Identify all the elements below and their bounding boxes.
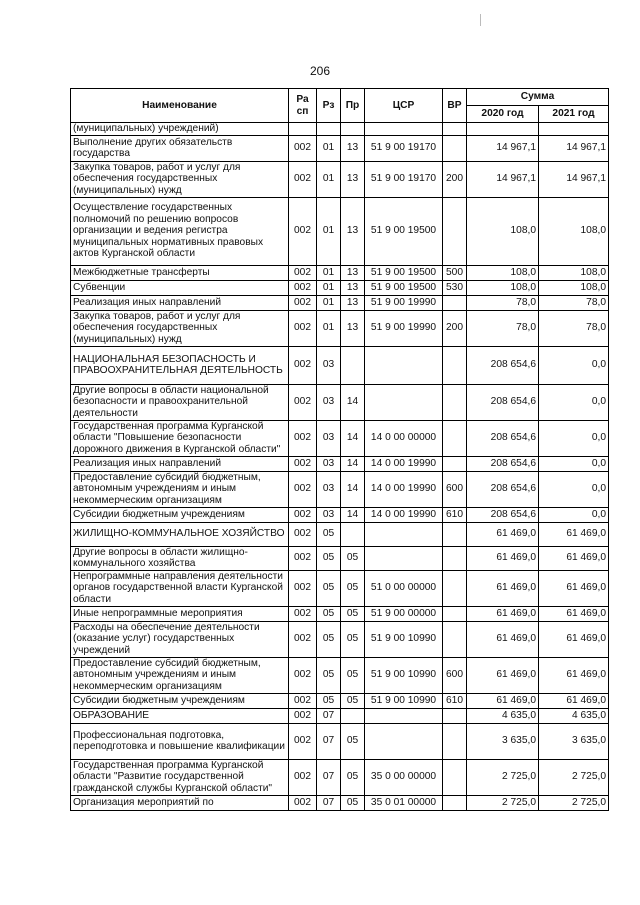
cell-name: Другие вопросы в области жилищно-коммунального хозяйства xyxy=(71,546,289,570)
cell-csr: 35 0 01 00000 xyxy=(365,795,443,810)
cell-pr: 13 xyxy=(341,135,365,161)
cell-pr: 13 xyxy=(341,310,365,346)
cell-name: ОБРАЗОВАНИЕ xyxy=(71,708,289,723)
cell-pr: 05 xyxy=(341,621,365,657)
table-row xyxy=(71,310,609,346)
cell-vr xyxy=(443,708,467,723)
cell-pr: 05 xyxy=(341,606,365,621)
table-body xyxy=(71,123,609,811)
cell-pr: 05 xyxy=(341,693,365,708)
cell-csr: 51 9 00 19500 xyxy=(365,197,443,265)
cell-rz: 01 xyxy=(317,265,341,280)
header-vr: ВР xyxy=(443,89,467,123)
cell-pr: 05 xyxy=(341,546,365,570)
table-row xyxy=(71,546,609,570)
cell-pr: 05 xyxy=(341,570,365,606)
cell-name: ЖИЛИЩНО-КОММУНАЛЬНОЕ ХОЗЯЙСТВО xyxy=(71,522,289,546)
cell-csr xyxy=(365,522,443,546)
cell-vr xyxy=(443,135,467,161)
cell-sum-2020: 61 469,0 xyxy=(467,606,539,621)
cell-vr: 530 xyxy=(443,280,467,295)
cell-vr: 200 xyxy=(443,310,467,346)
cell-name: Выполнение других обязательств государства xyxy=(71,135,289,161)
cell-rasp: 002 xyxy=(289,621,317,657)
cell-csr xyxy=(365,723,443,759)
cell-rasp: 002 xyxy=(289,197,317,265)
cell-sum-2021: 0,0 xyxy=(539,471,609,507)
cell-name: Государственная программа Курганской области "Развитие государственной гражданской службы Курганской области" xyxy=(71,759,289,795)
cell-rz: 03 xyxy=(317,471,341,507)
cell-pr: 13 xyxy=(341,280,365,295)
cell-sum-2021: 108,0 xyxy=(539,265,609,280)
cell-sum-2020: 14 967,1 xyxy=(467,161,539,197)
cell-csr xyxy=(365,708,443,723)
cell-sum-2021: 78,0 xyxy=(539,310,609,346)
cell-csr xyxy=(365,384,443,420)
cell-sum-2020: 61 469,0 xyxy=(467,570,539,606)
cell-rasp: 002 xyxy=(289,295,317,310)
header-sum: Сумма xyxy=(467,89,609,106)
cell-sum-2021: 0,0 xyxy=(539,456,609,471)
cell-rz: 05 xyxy=(317,657,341,693)
cell-vr xyxy=(443,606,467,621)
cell-name: Субсидии бюджетным учреждениям xyxy=(71,507,289,522)
cell-rasp: 002 xyxy=(289,522,317,546)
cell-name: Межбюджетные трансферты xyxy=(71,265,289,280)
cell-sum-2021: 14 967,1 xyxy=(539,161,609,197)
cell-sum-2020: 2 725,0 xyxy=(467,795,539,810)
cell-pr xyxy=(341,346,365,384)
cell-rz: 01 xyxy=(317,197,341,265)
cell-name: Другие вопросы в области национальной безопасности и правоохранительной деятельности xyxy=(71,384,289,420)
cell-sum-2021: 61 469,0 xyxy=(539,693,609,708)
cell-vr: 500 xyxy=(443,265,467,280)
table-row xyxy=(71,123,609,136)
cell-sum-2021: 61 469,0 xyxy=(539,522,609,546)
cell-pr: 05 xyxy=(341,723,365,759)
cell-sum-2021: 108,0 xyxy=(539,197,609,265)
cell-name: Осуществление государственных полномочий по решению вопросов организации и ведения регистра муниципальных нормативных правовых актов Курганской области xyxy=(71,197,289,265)
table-row xyxy=(71,522,609,546)
cell-pr xyxy=(341,123,365,136)
cell-sum-2021: 0,0 xyxy=(539,384,609,420)
cell-vr xyxy=(443,759,467,795)
cell-vr xyxy=(443,346,467,384)
cell-csr: 51 9 00 19990 xyxy=(365,295,443,310)
cell-rz: 07 xyxy=(317,708,341,723)
cell-sum-2021: 0,0 xyxy=(539,346,609,384)
cell-csr: 51 9 00 19500 xyxy=(365,280,443,295)
cell-rasp: 002 xyxy=(289,265,317,280)
cell-sum-2020: 108,0 xyxy=(467,280,539,295)
cell-sum-2021 xyxy=(539,123,609,136)
cell-sum-2021: 2 725,0 xyxy=(539,795,609,810)
cell-rz: 01 xyxy=(317,135,341,161)
cell-vr xyxy=(443,723,467,759)
cell-rz: 07 xyxy=(317,759,341,795)
cell-pr xyxy=(341,522,365,546)
cell-csr: 51 9 00 19990 xyxy=(365,310,443,346)
cell-name: Непрограммные направления деятельности органов государственной власти Курганской области xyxy=(71,570,289,606)
table-row xyxy=(71,657,609,693)
cell-rasp: 002 xyxy=(289,723,317,759)
cell-rasp: 002 xyxy=(289,310,317,346)
header-year-2020: 2020 год xyxy=(467,106,539,123)
cell-pr xyxy=(341,708,365,723)
cell-sum-2021: 78,0 xyxy=(539,295,609,310)
cell-rz: 03 xyxy=(317,384,341,420)
cell-csr: 51 0 00 00000 xyxy=(365,570,443,606)
cell-rz: 03 xyxy=(317,507,341,522)
cell-rasp: 002 xyxy=(289,708,317,723)
cell-sum-2020: 61 469,0 xyxy=(467,657,539,693)
cell-sum-2020: 208 654,6 xyxy=(467,384,539,420)
table-row xyxy=(71,420,609,456)
cell-sum-2020: 208 654,6 xyxy=(467,420,539,456)
cell-csr xyxy=(365,123,443,136)
cell-rasp: 002 xyxy=(289,346,317,384)
cell-rz: 07 xyxy=(317,795,341,810)
cell-vr xyxy=(443,621,467,657)
cell-sum-2020: 2 725,0 xyxy=(467,759,539,795)
cell-csr: 51 9 00 00000 xyxy=(365,606,443,621)
cell-rasp: 002 xyxy=(289,570,317,606)
cell-csr: 14 0 00 19990 xyxy=(365,471,443,507)
cell-rasp: 002 xyxy=(289,384,317,420)
cell-pr: 14 xyxy=(341,420,365,456)
cell-rz: 03 xyxy=(317,346,341,384)
cell-sum-2020: 61 469,0 xyxy=(467,693,539,708)
table-row xyxy=(71,795,609,810)
cell-pr: 13 xyxy=(341,295,365,310)
cell-csr: 35 0 00 00000 xyxy=(365,759,443,795)
cell-vr: 610 xyxy=(443,507,467,522)
cell-rz: 03 xyxy=(317,456,341,471)
cell-rasp: 002 xyxy=(289,606,317,621)
cell-rz: 01 xyxy=(317,310,341,346)
cell-name: Закупка товаров, работ и услуг для обеспечения государственных (муниципальных) нужд xyxy=(71,161,289,197)
table-row xyxy=(71,346,609,384)
cell-sum-2020: 208 654,6 xyxy=(467,507,539,522)
cell-vr xyxy=(443,384,467,420)
table-row xyxy=(71,606,609,621)
cell-csr: 51 9 00 19500 xyxy=(365,265,443,280)
cell-sum-2020: 208 654,6 xyxy=(467,456,539,471)
table-row xyxy=(71,456,609,471)
cell-vr xyxy=(443,456,467,471)
cell-vr: 600 xyxy=(443,471,467,507)
cell-rasp: 002 xyxy=(289,795,317,810)
cell-sum-2020: 61 469,0 xyxy=(467,621,539,657)
cell-rasp: 002 xyxy=(289,693,317,708)
cell-csr xyxy=(365,346,443,384)
cell-vr xyxy=(443,420,467,456)
cell-rasp: 002 xyxy=(289,657,317,693)
cell-sum-2021: 2 725,0 xyxy=(539,759,609,795)
cell-sum-2021: 61 469,0 xyxy=(539,570,609,606)
cell-sum-2020 xyxy=(467,123,539,136)
cell-sum-2021: 14 967,1 xyxy=(539,135,609,161)
cell-rasp: 002 xyxy=(289,759,317,795)
cell-vr xyxy=(443,795,467,810)
cell-vr: 610 xyxy=(443,693,467,708)
cell-rz: 01 xyxy=(317,280,341,295)
cell-sum-2021: 0,0 xyxy=(539,507,609,522)
cell-rasp: 002 xyxy=(289,546,317,570)
cell-sum-2021: 4 635,0 xyxy=(539,708,609,723)
table-row xyxy=(71,280,609,295)
page-number: 206 xyxy=(309,64,331,78)
budget-table xyxy=(70,88,609,811)
table-row xyxy=(71,384,609,420)
cell-vr xyxy=(443,570,467,606)
cell-csr: 51 9 00 10990 xyxy=(365,657,443,693)
cell-rasp xyxy=(289,123,317,136)
cell-sum-2020: 78,0 xyxy=(467,295,539,310)
cell-sum-2021: 61 469,0 xyxy=(539,621,609,657)
cell-vr: 200 xyxy=(443,161,467,197)
cell-sum-2020: 78,0 xyxy=(467,310,539,346)
cell-pr: 05 xyxy=(341,795,365,810)
cell-rasp: 002 xyxy=(289,420,317,456)
cell-vr: 600 xyxy=(443,657,467,693)
cell-sum-2021: 61 469,0 xyxy=(539,606,609,621)
table-row xyxy=(71,265,609,280)
cell-csr: 14 0 00 00000 xyxy=(365,420,443,456)
cell-rz: 01 xyxy=(317,161,341,197)
cell-name: НАЦИОНАЛЬНАЯ БЕЗОПАСНОСТЬ И ПРАВООХРАНИТЕЛЬНАЯ ДЕЯТЕЛЬНОСТЬ xyxy=(71,346,289,384)
cell-csr: 51 9 00 19170 xyxy=(365,161,443,197)
cell-name: Расходы на обеспечение деятельности (оказание услуг) государственных учреждений xyxy=(71,621,289,657)
cell-pr: 13 xyxy=(341,197,365,265)
cell-rz: 05 xyxy=(317,546,341,570)
cell-rasp: 002 xyxy=(289,161,317,197)
cell-vr xyxy=(443,546,467,570)
cell-sum-2020: 61 469,0 xyxy=(467,546,539,570)
cell-pr: 05 xyxy=(341,759,365,795)
cell-name: Организация мероприятий по xyxy=(71,795,289,810)
table-row xyxy=(71,723,609,759)
cell-name: (муниципальных) учреждений) xyxy=(71,123,289,136)
cell-rz: 05 xyxy=(317,621,341,657)
cell-name: Субсидии бюджетным учреждениям xyxy=(71,693,289,708)
header-rz: Рз xyxy=(317,89,341,123)
cell-pr: 05 xyxy=(341,657,365,693)
cell-sum-2020: 108,0 xyxy=(467,197,539,265)
cell-csr: 51 9 00 19170 xyxy=(365,135,443,161)
cell-rasp: 002 xyxy=(289,135,317,161)
cell-csr: 14 0 00 19990 xyxy=(365,507,443,522)
table-row xyxy=(71,295,609,310)
cell-vr xyxy=(443,295,467,310)
cell-name: Профессиональная подготовка, переподготовка и повышение квалификации xyxy=(71,723,289,759)
cell-csr: 51 9 00 10990 xyxy=(365,693,443,708)
header-pr: Пр xyxy=(341,89,365,123)
table-row xyxy=(71,471,609,507)
table-row xyxy=(71,621,609,657)
cell-rasp: 002 xyxy=(289,471,317,507)
cell-name: Предоставление субсидий бюджетным, автономным учреждениям и иным некоммерческим организациям xyxy=(71,471,289,507)
cell-rz: 05 xyxy=(317,693,341,708)
cell-rz: 03 xyxy=(317,420,341,456)
table-row xyxy=(71,135,609,161)
cell-name: Предоставление субсидий бюджетным, автономным учреждениям и иным некоммерческим организациям xyxy=(71,657,289,693)
cell-pr: 14 xyxy=(341,456,365,471)
cell-sum-2020: 208 654,6 xyxy=(467,471,539,507)
cell-vr xyxy=(443,522,467,546)
cell-sum-2021: 0,0 xyxy=(539,420,609,456)
cell-pr: 13 xyxy=(341,161,365,197)
cell-sum-2020: 14 967,1 xyxy=(467,135,539,161)
cell-rasp: 002 xyxy=(289,280,317,295)
cell-name: Государственная программа Курганской области "Повышение безопасности дорожного движения в Курганской области" xyxy=(71,420,289,456)
cell-name: Закупка товаров, работ и услуг для обеспечения государственных (муниципальных) нужд xyxy=(71,310,289,346)
cell-pr: 14 xyxy=(341,471,365,507)
cell-csr: 14 0 00 19990 xyxy=(365,456,443,471)
table-row xyxy=(71,507,609,522)
cell-pr: 14 xyxy=(341,384,365,420)
cell-sum-2021: 61 469,0 xyxy=(539,657,609,693)
table-row xyxy=(71,161,609,197)
cell-rasp: 002 xyxy=(289,507,317,522)
cell-pr: 14 xyxy=(341,507,365,522)
cell-csr: 51 9 00 10990 xyxy=(365,621,443,657)
cell-name: Реализация иных направлений xyxy=(71,456,289,471)
cell-rz: 05 xyxy=(317,522,341,546)
table-row xyxy=(71,708,609,723)
cell-rz: 05 xyxy=(317,606,341,621)
cell-rz: 01 xyxy=(317,295,341,310)
cell-rz: 05 xyxy=(317,570,341,606)
cell-name: Субвенции xyxy=(71,280,289,295)
header-csr: ЦСР xyxy=(365,89,443,123)
header-year-2021: 2021 год xyxy=(539,106,609,123)
table-row xyxy=(71,570,609,606)
cell-sum-2020: 108,0 xyxy=(467,265,539,280)
table-row xyxy=(71,759,609,795)
scan-mark xyxy=(480,14,481,26)
cell-sum-2021: 61 469,0 xyxy=(539,546,609,570)
cell-vr xyxy=(443,197,467,265)
cell-rz xyxy=(317,123,341,136)
cell-rz: 07 xyxy=(317,723,341,759)
cell-name: Иные непрограммные мероприятия xyxy=(71,606,289,621)
cell-sum-2020: 208 654,6 xyxy=(467,346,539,384)
cell-csr xyxy=(365,546,443,570)
header-rasp: Ра сп xyxy=(289,89,317,123)
cell-pr: 13 xyxy=(341,265,365,280)
cell-sum-2020: 3 635,0 xyxy=(467,723,539,759)
header-name: Наименование xyxy=(71,89,289,123)
table-row xyxy=(71,197,609,265)
cell-name: Реализация иных направлений xyxy=(71,295,289,310)
cell-rasp: 002 xyxy=(289,456,317,471)
cell-sum-2020: 4 635,0 xyxy=(467,708,539,723)
cell-sum-2021: 108,0 xyxy=(539,280,609,295)
cell-sum-2020: 61 469,0 xyxy=(467,522,539,546)
table-row xyxy=(71,693,609,708)
cell-vr xyxy=(443,123,467,136)
cell-sum-2021: 3 635,0 xyxy=(539,723,609,759)
